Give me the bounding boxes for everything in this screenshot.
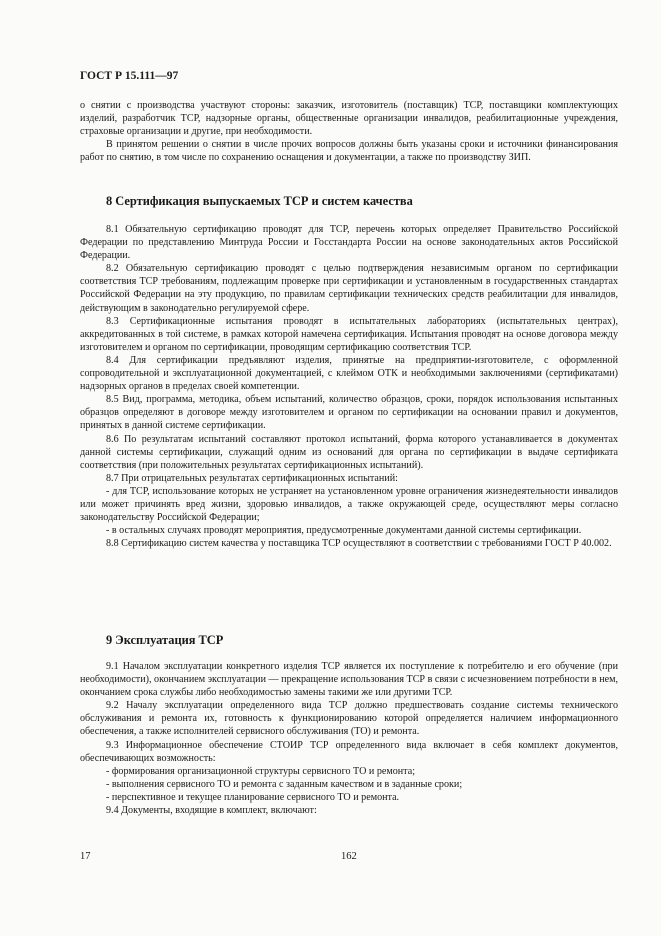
paragraph-9-3: 9.3 Информационное обеспечение СТОИР ТСР определенного вида включает в себя комплект документов, обеспечивающих возможность: — [80, 739, 618, 764]
intro-paragraph: о снятии с производства участвуют стороны: заказчик, изготовитель (поставщик) ТСР, поставщики комплектующих изделий, разработчик ТСР, надзорные органы, общественные организации инвалидов, реабилитационные учреждения, страховые организации и другие, при необходимости. — [80, 100, 618, 138]
paragraph-9-1: 9.1 Началом эксплуатации конкретного изделия ТСР является их поступление к потребителю и его обучение (при необходимости), окончанием эксплуатации — прекращение использования ТСР в связи с исчезновением потребности в нем, окончанием срока службы либо необходимостью замены такими же или другими ТСР. — [80, 661, 618, 699]
list-item: - выполнения сервисного ТО и ремонта с заданным качеством и в заданные сроки; — [106, 778, 463, 790]
section-9-body — [80, 660, 618, 817]
paragraph-9-2: 9.2 Началу эксплуатации определенного вида ТСР должно предшествовать создание системы технического обслуживания и ремонта их, готовность к функционированию которой определяется наличием информационного обеспечения, а также исполнителей сервисного обслуживания (ТО) и ремонта. — [80, 700, 618, 738]
intro-paragraph: В принятом решении о снятии в числе прочих вопросов должны быть указаны сроки и источники финансирования работ по снятию, в том числе по сохранению оснащения и документации, а также по производству ЗИП. — [80, 139, 618, 164]
paragraph-8-8: 8.8 Сертификацию систем качества у поставщика ТСР осуществляют в соответствии с требованиями ГОСТ Р 40.002. — [106, 538, 612, 550]
document-code: ГОСТ Р 15.111—97 — [80, 70, 179, 82]
paragraph-8-6: 8.6 По результатам испытаний составляют протокол испытаний, форма которого устанавливается в документах данной системы сертификации, служащий одним из оснований для органа по сертификации в выдаче сертификата соответствия (при положительных результатах сертификационных испытаний). — [80, 433, 618, 471]
section-8-body — [80, 223, 618, 550]
section-8-title: 8 Сертификация выпускаемых ТСР и систем качества — [106, 194, 413, 208]
list-item: - в остальных случаях проводят мероприятия, предусмотренные документами данной системы сертификации. — [106, 525, 582, 537]
section-9-title: 9 Эксплуатация ТСР — [106, 633, 224, 647]
page-number-center: 162 — [341, 851, 357, 862]
list-item: - перспективное и текущее планирование сервисного ТО и ремонта. — [106, 791, 400, 803]
list-item: - формирования организационной структуры сервисного ТО и ремонта; — [106, 765, 416, 777]
paragraph-8-2: 8.2 Обязательную сертификацию проводят с целью подтверждения независимым органом по сертификации соответствия ТСР требованиям, подлежащим проверке при сертификации и установленным в государственных стандартах Российской Федерации на эту продукцию, по правилам сертификации технических средств реабилитации для инвалидов, действующим в законодательно регулируемой сфере. — [80, 263, 618, 314]
paragraph-9-4: 9.4 Документы, входящие в комплект, включают: — [106, 805, 317, 817]
page-number-left: 17 — [80, 851, 91, 862]
intro-block — [80, 99, 618, 164]
document-page — [80, 0, 618, 936]
paragraph-8-5: 8.5 Вид, программа, методика, объем испытаний, количество образцов, сроки, порядок использования испытанных образцов определяют в договоре между изготовителем и органом по сертификации на основании правил и документов, принятых в данной системе сертификации. — [80, 394, 618, 432]
paragraph-8-4: 8.4 Для сертификации предъявляют изделия, принятые на предприятии-изготовителе, с оформленной сопроводительной и эксплуатационной документацией, с клеймом ОТК и необходимыми заключениями (сертификатами) надзорных органов в пределах своей компетенции. — [80, 354, 618, 393]
paragraph-8-3: 8.3 Сертификационные испытания проводят в испытательных лабораториях (испытательных центрах), аккредитованных в той системе, в рамках которой намечена сертификация. Испытания проводят на основе договора между изготовителем и органом по сертификации, проводящим сертификацию соответствия ТСР. — [80, 315, 618, 353]
paragraph-8-7: 8.7 При отрицательных результатах сертификационных испытаний: — [106, 472, 398, 484]
list-item: - для ТСР, использование которых не устраняет на установленном уровне ограничения жизнедеятельности инвалидов или может причинять вред жизни, здоровью инвалидов, а также окружающей среде, осуществляют меры согласно законодательству Российской Федерации; — [80, 485, 618, 524]
paragraph-8-1: 8.1 Обязательную сертификацию проводят для ТСР, перечень которых определяет Правительство Российской Федерации по представлению Минтруда России и Госстандарта России на основе законодательных актов Российской Федерации. — [80, 224, 618, 262]
